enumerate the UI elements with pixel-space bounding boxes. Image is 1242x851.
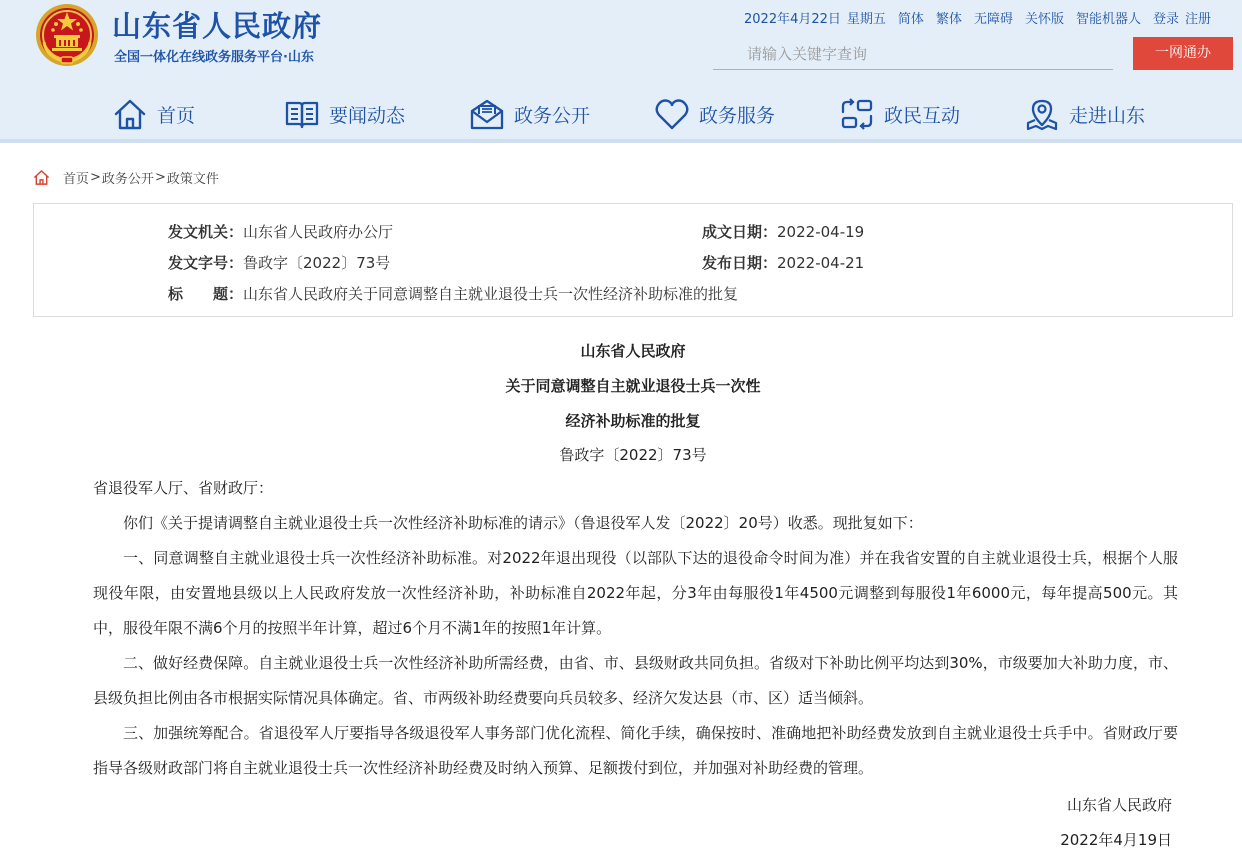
publish-date-row [702, 252, 864, 273]
top-links-bar [744, 8, 1211, 27]
breadcrumb [33, 168, 219, 186]
nav-label: 首页 [157, 104, 196, 127]
signature-date: 2022年4月19日 [1060, 831, 1172, 849]
issuer-label: 发文机关： [168, 223, 244, 241]
link-care-version[interactable]: 关怀版 [1024, 12, 1064, 27]
home-icon [112, 96, 148, 132]
publish-date-label: 发布日期： [702, 254, 778, 272]
article-title-line-2: 关于同意调整自主就业退役士兵一次性 [505, 377, 761, 395]
title-value: 山东省人民政府关于同意调整自主就业退役士兵一次性经济补助标准的批复 [243, 285, 739, 303]
paragraph-3: 二、做好经费保障。自主就业退役士兵一次性经济补助所需经费，由省、市、县级财政共同负担。省级对下补助比例平均达到30%，市级要加大补助力度，市、县级负担比例由各市根据实际情况具体确定。省、市两级补助经费要向兵员较多、经济欠发达县（市、区）适当倾斜。 [93, 654, 1178, 707]
nav-item-interaction[interactable] [839, 90, 960, 138]
article-doc-number: 鲁政字〔2022〕73号 [559, 446, 707, 464]
nav-item-home[interactable] [112, 90, 195, 138]
one-net-button[interactable]: 一网通办 [1133, 37, 1233, 70]
doc-number-label: 发文字号： [168, 254, 244, 272]
spacer [886, 8, 898, 27]
nav-item-government-affairs[interactable] [469, 90, 590, 138]
search-input[interactable] [713, 40, 1113, 68]
home-icon[interactable] [33, 169, 50, 186]
publish-date-value: 2022-04-21 [777, 254, 865, 272]
breadcrumb-government-affairs[interactable]: 政务公开 [101, 171, 154, 187]
nav-item-services[interactable] [654, 90, 775, 138]
site-title[interactable]: 山东省人民政府 [112, 9, 323, 43]
link-traditional[interactable]: 繁体 [935, 12, 962, 27]
spacer [1141, 8, 1153, 27]
site-header [0, 0, 1242, 143]
paragraph-1: 你们《关于提请调整自主就业退役士兵一次性经济补助标准的请示》（鲁退役军人发〔2022〕20号）收悉。现批复如下： [123, 514, 923, 532]
link-robot[interactable]: 智能机器人 [1075, 12, 1141, 27]
current-weekday: 星期五 [846, 12, 886, 27]
nav-label: 政务服务 [699, 104, 776, 127]
spacer [1013, 8, 1025, 27]
nav-label: 政务公开 [514, 104, 591, 127]
link-register[interactable]: 注册 [1185, 12, 1212, 27]
link-accessibility[interactable]: 无障碍 [973, 12, 1013, 27]
book-icon [284, 96, 320, 132]
nav-item-about-shandong[interactable] [1024, 90, 1145, 138]
article-title-line-3: 经济补助标准的批复 [565, 412, 701, 430]
link-login[interactable]: 登录 [1153, 12, 1180, 27]
search-box [713, 40, 1113, 70]
issuer-row [168, 221, 393, 242]
breadcrumb-policy-documents[interactable]: 政策文件 [166, 171, 219, 187]
heart-icon [654, 96, 690, 132]
spacer [962, 8, 974, 27]
issuer-value: 山东省人民政府办公厅 [243, 223, 394, 241]
link-simplified[interactable]: 简体 [897, 12, 924, 27]
breadcrumb-separator: > [90, 169, 101, 185]
main-nav [0, 90, 1242, 138]
signature-organization: 山东省人民政府 [1066, 796, 1172, 814]
breadcrumb-home[interactable]: 首页 [63, 171, 90, 187]
site-subtitle: 全国一体化在线政务服务平台·山东 [114, 50, 314, 65]
written-date-label: 成文日期： [702, 223, 778, 241]
spacer [1064, 8, 1076, 27]
paragraph-2: 一、同意调整自主就业退役士兵一次性经济补助标准。对2022年退出现役（以部队下达的退役命令时间为准）并在我省安置的自主就业退役士兵，根据个人服现役年限，由安置地县级以上人民政府发放一次性经济补助，补助标准自2022年起，分3年由每服役1年4500元调整到每服役1年6000元，每年提高500元。其中，服役年限不满6个月的按照半年计算，超过6个月不满1年的按照1年计算。 [93, 549, 1178, 637]
article-title-line-1: 山东省人民政府 [580, 342, 686, 360]
written-date-value: 2022-04-19 [777, 223, 865, 241]
inbox-mail-icon [469, 96, 505, 132]
paragraph-4: 三、加强统筹配合。省退役军人厅要指导各级退役军人事务部门优化流程、简化手续，确保按时、准确地把补助经费发放到自主就业退役士兵手中。省财政厅要指导各级财政部门将自主就业退役士兵一次性经济补助经费及时纳入预算、足额拨付到位，并加强对补助经费的管理。 [93, 724, 1178, 777]
exchange-icon [839, 96, 875, 132]
spacer [924, 8, 936, 27]
document-info-box [33, 203, 1233, 317]
doc-number-row [168, 252, 390, 273]
written-date-row [702, 221, 864, 242]
nav-label: 走进山东 [1069, 104, 1146, 127]
nav-item-news[interactable] [284, 90, 405, 138]
national-emblem-icon[interactable] [34, 2, 100, 68]
nav-label: 要闻动态 [329, 104, 406, 127]
title-row [168, 283, 738, 304]
salutation: 省退役军人厅、省财政厅： [93, 479, 274, 497]
doc-number-value: 鲁政字〔2022〕73号 [243, 254, 391, 272]
title-label: 标 题： [168, 285, 244, 303]
location-pin-icon [1024, 96, 1060, 132]
nav-label: 政民互动 [884, 104, 961, 127]
breadcrumb-separator: > [154, 169, 166, 185]
header-divider [0, 139, 1242, 143]
current-date: 2022年4月22日 [744, 12, 841, 27]
